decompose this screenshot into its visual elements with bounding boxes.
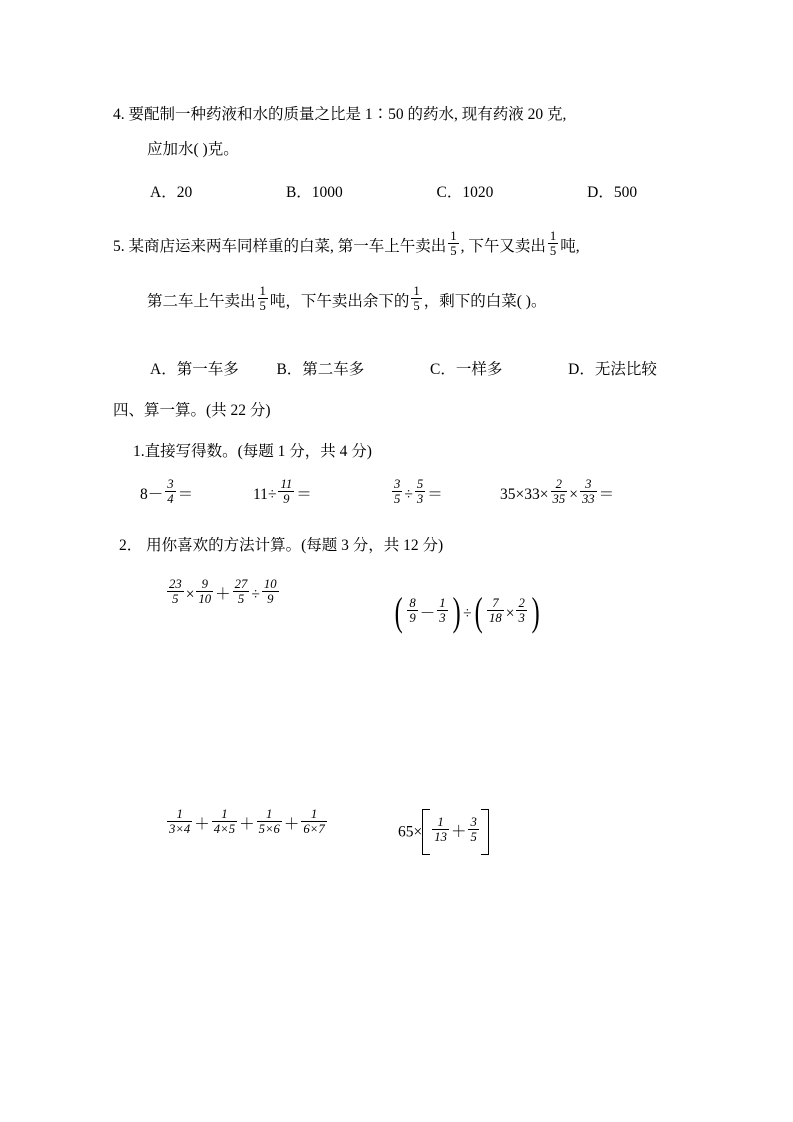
section-4-title-text: 四、算一算。(共 22 分) [113, 402, 271, 419]
operator: － [147, 486, 164, 504]
fraction-numerator: 1 [439, 595, 446, 610]
fraction-denominator: 9 [409, 611, 416, 626]
option-d[interactable]: D．无法比较 [568, 361, 657, 378]
exercise-2-4 [398, 810, 489, 856]
fraction-denominator: 10 [198, 592, 212, 607]
operand: 8 [140, 486, 148, 504]
question-4-blank-line: 应加水( )克。 [147, 141, 239, 158]
exercise-2-2 [392, 576, 542, 653]
fraction [487, 596, 504, 625]
equals-sign: ＝ [296, 486, 312, 504]
operator: × [515, 486, 525, 504]
option-a[interactable]: A．第一车多 [150, 361, 239, 378]
fraction-denominator: 4×5 [213, 822, 236, 837]
fraction-numerator: 3 [580, 477, 597, 492]
fraction [278, 477, 294, 506]
operator: ＋ [215, 586, 231, 604]
fraction-denominator: 9 [267, 592, 274, 607]
operator: ＋ [450, 823, 467, 841]
fraction [212, 807, 237, 836]
option-c[interactable]: C．1020 [436, 184, 494, 201]
option-d[interactable]: D．500 [587, 184, 638, 201]
right-paren: ) [452, 589, 461, 634]
fraction [468, 815, 478, 844]
fraction-denominator: 18 [489, 611, 502, 626]
operator: × [413, 823, 423, 841]
fraction-numerator: 23 [169, 577, 182, 592]
fraction [392, 477, 402, 506]
exercise-2-3 [165, 807, 329, 840]
fraction-numerator: 1 [549, 229, 557, 244]
fraction-denominator: 9 [283, 492, 290, 507]
fraction-denominator: 6×7 [303, 822, 325, 837]
fraction-one-fifth [258, 284, 268, 313]
fraction-numerator: 1 [212, 807, 237, 822]
fraction [262, 577, 279, 606]
fraction [165, 477, 175, 506]
question-5-text-b: , 下午又卖出 [460, 238, 546, 256]
fraction-denominator: 33 [581, 492, 595, 507]
fraction-denominator: 5 [450, 244, 457, 259]
fraction-denominator: 3 [439, 611, 446, 626]
question-5-text-c: 吨, [560, 238, 580, 256]
fraction-numerator: 5 [416, 477, 424, 492]
fraction-numerator: 1 [301, 807, 326, 822]
part-2-title [119, 531, 443, 560]
equals-sign: ＝ [598, 486, 615, 504]
fraction-numerator: 11 [280, 477, 293, 492]
fraction [233, 577, 250, 606]
fraction [407, 596, 417, 625]
operator: × [185, 586, 195, 604]
fraction-denominator: 5 [394, 492, 401, 507]
fraction-denominator: 3 [416, 492, 424, 507]
operator: ÷ [267, 486, 277, 504]
question-4-options [150, 178, 637, 207]
fraction [432, 815, 449, 844]
option-a[interactable]: A．20 [150, 184, 193, 201]
fraction-numerator: 27 [234, 577, 248, 592]
operand: 35 [500, 486, 516, 504]
fraction-denominator: 5 [549, 244, 557, 259]
question-5-options [150, 355, 657, 384]
fraction-denominator: 3 [518, 611, 525, 626]
fraction-one-fifth [411, 284, 421, 313]
right-bracket [481, 809, 489, 855]
option-b[interactable]: B．1000 [285, 184, 343, 201]
operator: ＋ [239, 816, 255, 834]
fraction-numerator: 2 [551, 477, 568, 492]
fraction-denominator: 35 [552, 492, 566, 507]
fraction [551, 477, 568, 506]
fraction-numerator: 1 [432, 815, 449, 830]
option-b[interactable]: B．第二车多 [276, 361, 365, 378]
fraction-numerator: 1 [257, 807, 282, 822]
equals-sign: ＝ [427, 486, 443, 504]
fraction-numerator: 7 [487, 596, 504, 611]
operator: ＋ [194, 816, 210, 834]
question-5-line-2 [147, 284, 547, 317]
fraction [580, 477, 597, 506]
operand: 11 [253, 486, 268, 504]
part-1-title [133, 437, 372, 466]
exercise-1-1 [140, 477, 194, 510]
fraction [516, 596, 526, 625]
option-c[interactable]: C．一样多 [430, 361, 503, 378]
fraction-denominator: 5 [172, 592, 179, 607]
question-4-line-2 [147, 135, 239, 164]
left-bracket [422, 809, 430, 855]
part-1-title-text: 1.直接写得数。(每题 1 分，共 4 分) [133, 443, 372, 460]
fraction [167, 577, 184, 606]
fraction [437, 596, 447, 625]
fraction-numerator: 3 [394, 477, 401, 492]
exercise-1-2 [253, 477, 312, 510]
left-paren: ( [394, 589, 403, 634]
question-5-text-e: 吨，下午卖出余下的 [269, 293, 410, 311]
question-5-text-a: 5. 某商店运来两车同样重的白菜, 第一车上午卖出 [113, 238, 447, 256]
fraction [301, 807, 326, 836]
question-4-line-1 [113, 100, 566, 129]
fraction-numerator: 2 [518, 595, 525, 610]
fraction-numerator: 8 [409, 595, 416, 610]
operator: × [569, 486, 578, 504]
operand: 65 [398, 823, 414, 841]
exercise-1-4 [500, 477, 615, 510]
fraction-denominator: 3×4 [169, 822, 191, 837]
fraction [167, 807, 192, 836]
fraction-denominator: 5×6 [258, 822, 280, 837]
right-paren: ) [531, 589, 540, 634]
operator: ÷ [404, 486, 413, 504]
fraction-numerator: 1 [259, 284, 266, 299]
question-4-text: 4. 要配制一种药液和水的质量之比是 1∶50 的药水, 现有药液 20 克, [113, 106, 567, 123]
fraction-denominator: 5 [237, 592, 245, 607]
fraction [415, 477, 425, 506]
question-5-text-f: ，剩下的白菜( )。 [423, 293, 547, 311]
operator: × [505, 604, 515, 622]
fraction-denominator: 13 [434, 829, 447, 844]
fraction-numerator: 1 [450, 229, 457, 244]
exercise-1-3 [390, 477, 443, 510]
operator: ÷ [251, 586, 260, 604]
fraction-numerator: 3 [470, 814, 477, 829]
question-5-line-1 [113, 229, 580, 262]
fraction-denominator: 5 [413, 299, 420, 314]
left-paren: ( [474, 589, 483, 634]
exercise-2-1 [165, 577, 281, 610]
question-5-text-d: 第二车上午卖出 [147, 293, 256, 311]
operator: × [539, 486, 549, 504]
fraction-one-fifth [448, 229, 458, 258]
fraction [257, 807, 282, 836]
fraction-denominator: 5 [259, 299, 266, 314]
operator: － [419, 604, 436, 622]
operator: ＋ [283, 816, 300, 834]
fraction-denominator: 5 [470, 829, 477, 844]
part-2-title-text: 2． 用你喜欢的方法计算。(每题 3 分，共 12 分) [119, 537, 444, 554]
fraction-one-fifth [548, 229, 558, 258]
fraction-numerator: 1 [413, 284, 420, 299]
equals-sign: ＝ [177, 486, 194, 504]
fraction-numerator: 9 [196, 577, 213, 592]
fraction [196, 577, 213, 606]
operator: ÷ [463, 604, 472, 622]
operand: 33 [524, 486, 540, 504]
fraction-numerator: 3 [167, 477, 174, 492]
fraction-denominator: 4 [167, 492, 174, 507]
section-4-title [113, 396, 271, 425]
fraction-numerator: 10 [263, 577, 277, 592]
fraction-numerator: 1 [167, 807, 192, 822]
